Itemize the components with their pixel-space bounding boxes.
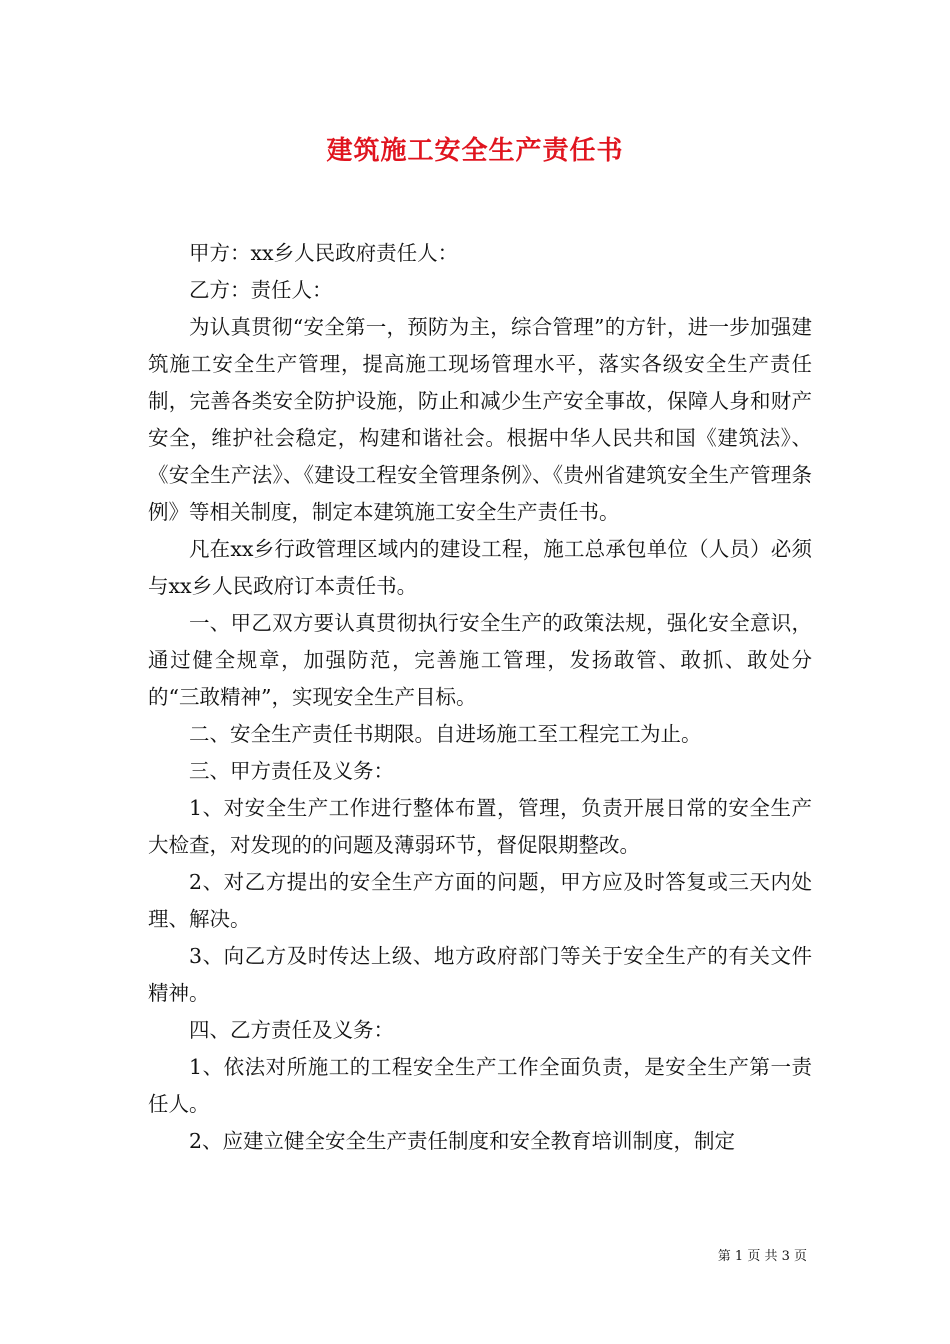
clause-3-item-3: 3、向乙方及时传达上级、地方政府部门等关于安全生产的有关文件精神。 xyxy=(148,944,812,1005)
clause-4-item-1: 1、依法对所施工的工程安全生产工作全面负责，是安全生产第一责任人。 xyxy=(148,1055,812,1116)
document-body xyxy=(148,235,812,1160)
clause-3-heading: 三、甲方责任及义务： xyxy=(189,759,394,783)
preamble-paragraph: 为认真贯彻“安全第一，预防为主，综合管理”的方针，进一步加强建筑施工安全生产管理，提高施工现场管理水平，落实各级安全生产责任制，完善各类安全防护设施，防止和减少生产安全事故，保障人身和财产安全，维护社会稳定，构建和谐社会。根据中华人民共和国《建筑法》、《安全生产法》、《建设工程安全管理条例》、《贵州省建筑安全生产管理条例》等相关制度，制定本建筑施工安全生产责任书。 xyxy=(148,315,812,524)
page-number: 第 1 页 共 3 页 xyxy=(717,1249,807,1264)
clause-4-item-2: 2、应建立健全安全生产责任制度和安全教育培训制度，制定 xyxy=(189,1129,736,1153)
clause-4-heading: 四、乙方责任及义务： xyxy=(189,1018,394,1042)
party-a-line: 甲方：xx乡人民政府责任人： xyxy=(189,241,459,265)
scope-paragraph: 凡在xx乡行政管理区域内的建设工程，施工总承包单位（人员）必须与xx乡人民政府订本责任书。 xyxy=(148,537,812,598)
party-b-line: 乙方：责任人： xyxy=(189,278,333,302)
clause-2-paragraph: 二、安全生产责任书期限。自进场施工至工程完工为止。 xyxy=(189,722,702,746)
clause-1-paragraph: 一、甲乙双方要认真贯彻执行安全生产的政策法规，强化安全意识，通过健全规章，加强防范，完善施工管理，发扬敢管、敢抓、敢处分的“三敢精神”，实现安全生产目标。 xyxy=(148,611,812,709)
clause-3-item-2: 2、对乙方提出的安全生产方面的问题，甲方应及时答复或三天内处理、解决。 xyxy=(148,870,812,931)
clause-3-item-1: 1、对安全生产工作进行整体布置，管理，负责开展日常的安全生产大检查，对发现的的问题及薄弱环节，督促限期整改。 xyxy=(148,796,812,857)
document-title: 建筑施工安全生产责任书 xyxy=(326,136,624,166)
